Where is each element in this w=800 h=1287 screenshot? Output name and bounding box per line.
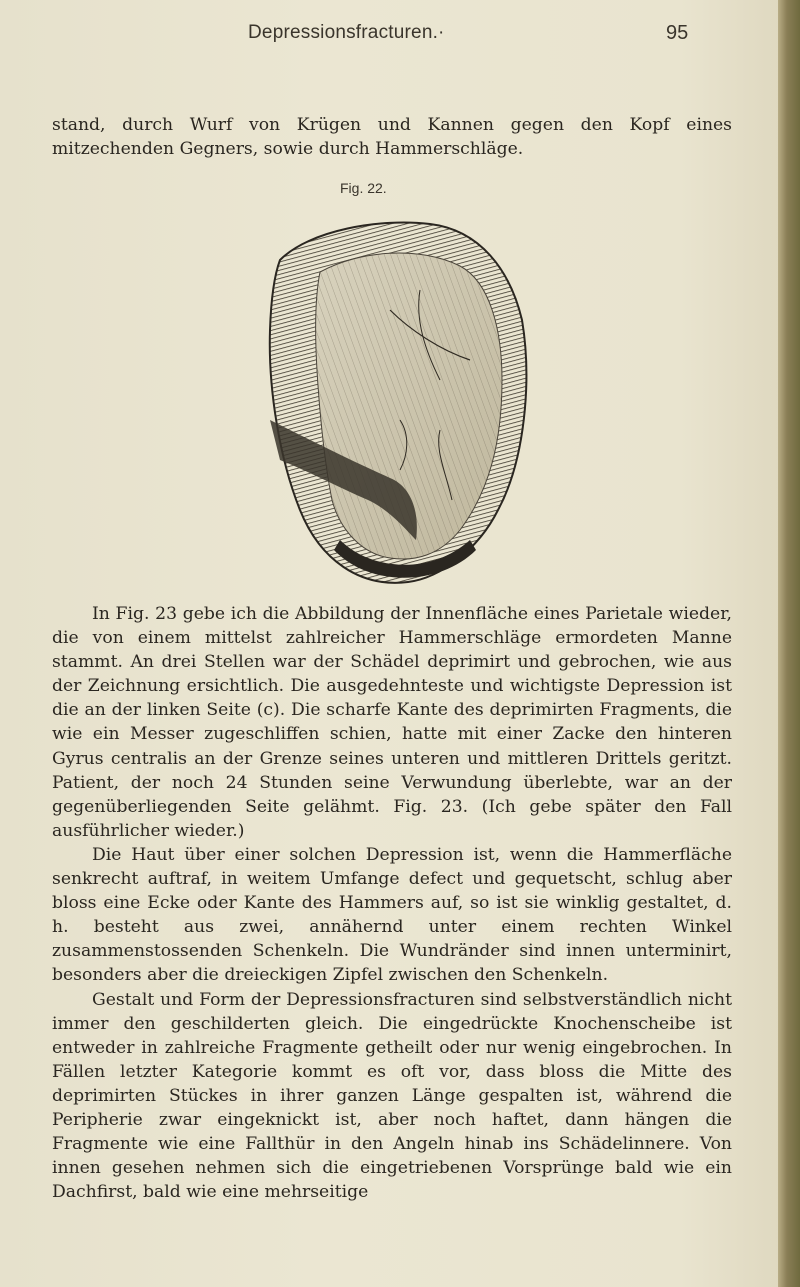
- page-number: 95: [666, 22, 689, 44]
- skull-fragment-illustration: [240, 210, 540, 590]
- skull-fragment-drawing: [240, 210, 540, 590]
- opening-paragraph: [52, 113, 732, 161]
- page-edge-shadow: [778, 0, 800, 1287]
- paragraph-3: Gestalt und Form der Depressionsfracturen sind selbstverständlich nicht immer den geschilderten gleich. Die eingedrückte Knochenscheibe ist entweder in zahlreiche Fragmente getheilt oder nur wenig eingebrochen. In Fällen letzter Kategorie kommt es oft vor, dass bloss die Mitte des deprimirten Stückes in ihrer ganzen Länge gespalten ist, während die Peripherie zwar eingeknickt ist, aber noch haftet, dann hängen die Fragmente wie eine Fallthür in den Angeln hinab ins Schädelinnere. Von innen gesehen nehmen sich die eingetriebenen Vorsprünge bald wie ein Dachfirst, bald wie eine mehrseitige: [52, 989, 732, 1203]
- paragraph-opening: stand, durch Wurf von Krügen und Kannen gegen den Kopf eines mitzechenden Gegners, sowie durch Hammerschläge.: [52, 115, 732, 160]
- running-head: Depressionsfracturen.·: [248, 22, 445, 43]
- page-header: [0, 22, 800, 52]
- figure-caption: Fig. 22.: [340, 180, 387, 196]
- paragraph-1: In Fig. 23 gebe ich die Abbildung der Innenfläche eines Parietale wieder, die von einem mittelst zahlreicher Hammerschläge ermordeten Manne stammt. An drei Stellen war der Schädel deprimirt und gebrochen, wie aus der Zeichnung ersichtlich. Die ausgedehnteste und wichtigste Depression ist die an der linken Seite (c). Die scharfe Kante des deprimirten Fragments, die wie ein Messer zugeschliffen schien, hatte mit einer Zacke den hinteren Gyrus centralis an der Grenze seines unteren und mittleren Drittels geritzt. Patient, der noch 24 Stunden seine Verwundung überlebte, war an der gegenüberliegenden Seite gelähmt. Fig. 23. (Ich gebe später den Fall ausführlicher wieder.): [52, 604, 732, 841]
- paragraph-2: Die Haut über einer solchen Depression ist, wenn die Hammerfläche senkrecht auftraf, in weitem Umfange defect und gequetscht, schlug aber bloss eine Ecke oder Kante des Hammers auf, so ist sie winklig gestaltet, d. h. besteht aus zwei, annähernd unter einem rechten Winkel zusammenstossenden Schenkeln. Die Wundränder sind innen unterminirt, besonders aber die dreieckigen Zipfel zwischen den Schenkeln.: [52, 844, 732, 986]
- body-text: [52, 602, 732, 1204]
